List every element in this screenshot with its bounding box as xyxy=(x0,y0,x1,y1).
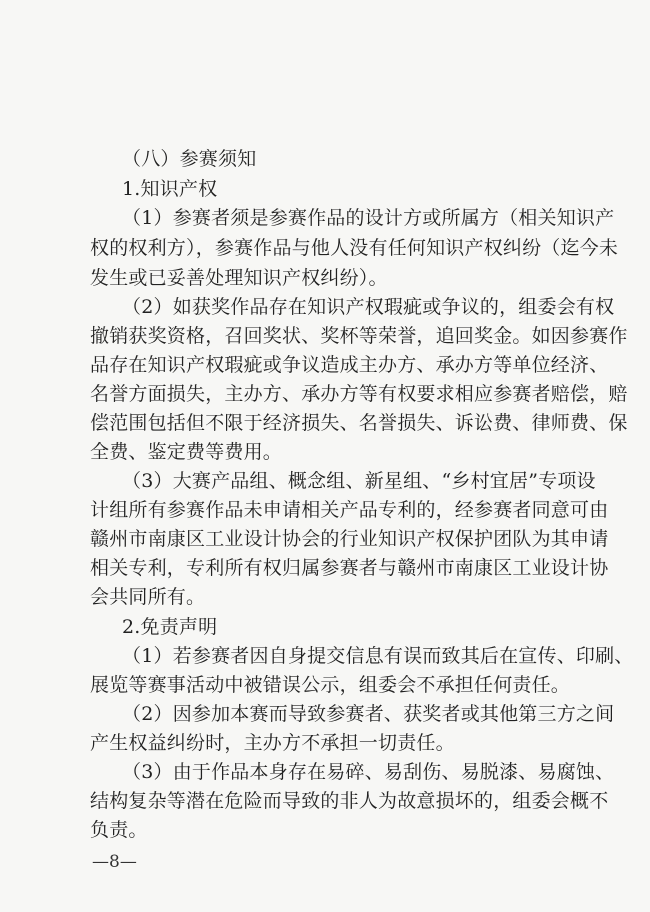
paragraph-line: （3）由于作品本身存在易碎、易刮伤、易脱漆、易腐蚀、 xyxy=(122,761,615,783)
paragraph-line: 偿范围包括但不限于经济损失、名誉损失、诉讼费、律师费、保 xyxy=(90,412,628,434)
paragraph-line: 结构复杂等潜在危险而导致的非人为故意损坏的，组委会概不 xyxy=(90,790,609,812)
paragraph-line: 赣州市南康区工业设计协会的行业知识产权保护团队为其申请 xyxy=(90,528,609,550)
paragraph-line: 发生或已妥善处理知识产权纠纷）。 xyxy=(90,267,388,289)
paragraph-line: 会共同所有。 xyxy=(90,586,206,608)
paragraph-line: （3）大赛产品组、概念组、新星组、“乡村宜居”专项设 xyxy=(122,470,596,492)
paragraph-line: 名誉方面损失，主办方、承办方等有权要求相应参赛者赔偿，赔 xyxy=(90,383,628,405)
paragraph-line: 计组所有参赛作品未申请相关产品专利的，经参赛者同意可由 xyxy=(90,499,609,521)
paragraph-line: 负责。 xyxy=(90,819,148,841)
paragraph-line: （1）参赛者须是参赛作品的设计方或所属方（相关知识产 xyxy=(122,207,615,229)
subsection-heading-ip: 1.知识产权 xyxy=(122,178,218,200)
page-number: —8— xyxy=(92,852,137,872)
paragraph-line: （1）若参赛者因自身提交信息有误而致其后在宣传、印刷、 xyxy=(122,645,634,667)
subsection-heading-disclaimer: 2.免责声明 xyxy=(122,616,218,638)
section-heading: （八）参赛须知 xyxy=(122,148,257,170)
paragraph-line: 全费、鉴定费等费用。 xyxy=(90,441,283,463)
paragraph-line: （2）如获奖作品存在知识产权瑕疵或争议的，组委会有权 xyxy=(122,296,615,318)
paragraph-line: 权的权利方），参赛作品与他人没有任何知识产权纠纷（迄今未 xyxy=(90,237,619,259)
paragraph-line: 展览等赛事活动中被错误公示，组委会不承担任何责任。 xyxy=(90,674,571,696)
paragraph-line: 撤销获奖资格，召回奖状、奖杯等荣誉，追回奖金。如因参赛作 xyxy=(90,325,628,347)
paragraph-line: 品存在知识产权瑕疵或争议造成主办方、承办方等单位经济、 xyxy=(90,354,609,376)
paragraph-line: 相关专利，专利所有权归属参赛者与赣州市南康区工业设计协 xyxy=(90,557,609,579)
paragraph-line: 产生权益纠纷时，主办方不承担一切责任。 xyxy=(90,732,455,754)
paragraph-line: （2）因参加本赛而导致参赛者、获奖者或其他第三方之间 xyxy=(122,703,615,725)
